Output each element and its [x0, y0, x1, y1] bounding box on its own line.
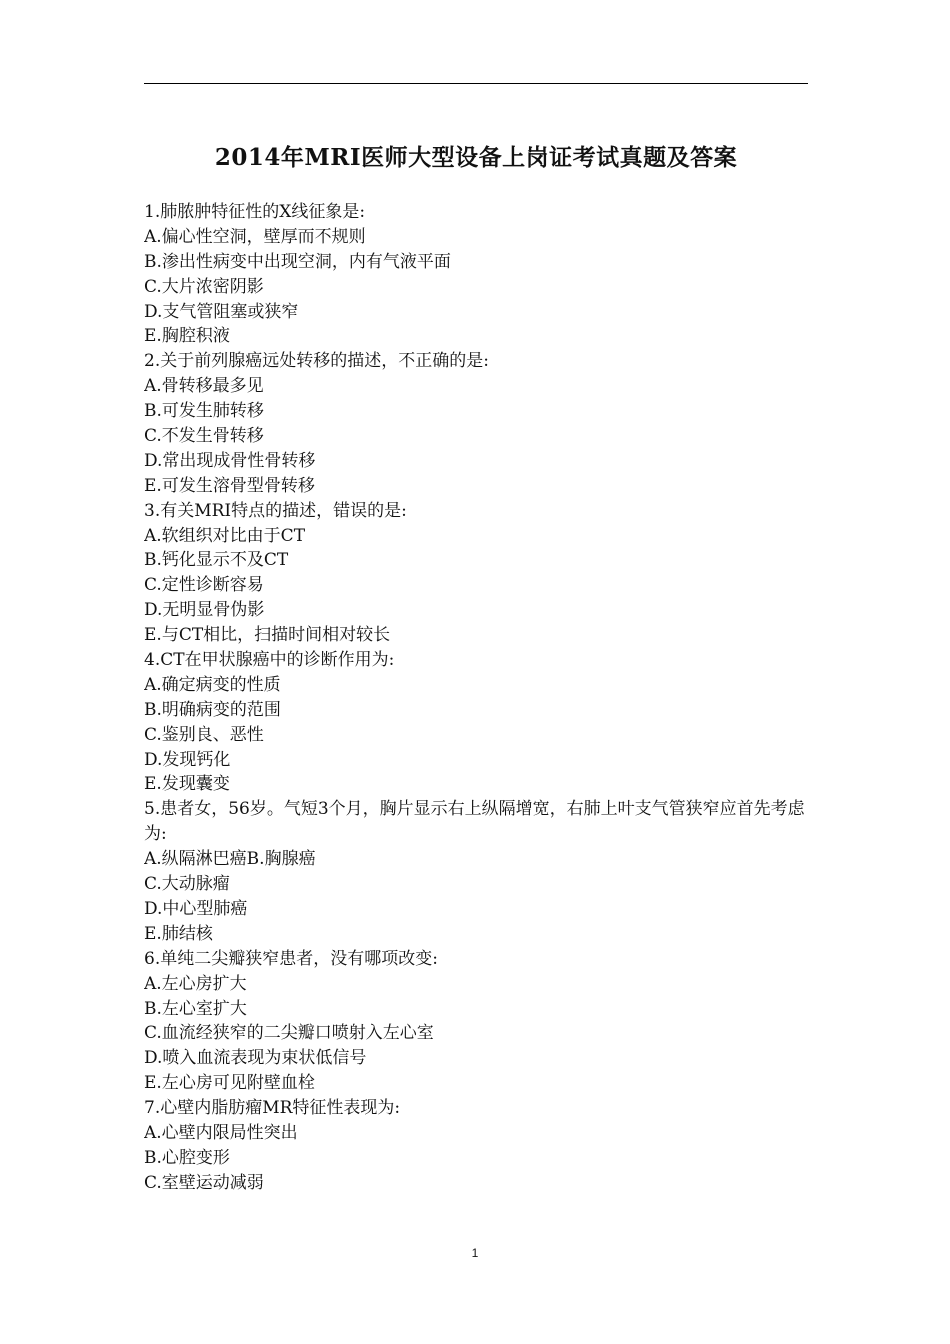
answer-option: D.无明显骨伪影	[144, 600, 265, 621]
answer-option: A.纵隔淋巴癌B.胸腺癌	[144, 849, 316, 870]
answer-option: D.中心型肺癌	[144, 898, 248, 919]
answer-option: B.渗出性病变中出现空洞，内有气液平面	[144, 251, 451, 272]
question-stem: 2.关于前列腺癌远处转移的描述，不正确的是:	[144, 351, 489, 372]
answer-option: A.心壁内限局性突出	[144, 1122, 298, 1143]
answer-option: C.血流经狭窄的二尖瓣口喷射入左心室	[144, 1023, 434, 1044]
answer-option: C.大动脉瘤	[144, 874, 230, 895]
question-stem: 3.有关MRI特点的描述，错误的是:	[144, 500, 407, 521]
page-number: 1	[471, 1246, 479, 1260]
answer-option: D.支气管阻塞或狭窄	[144, 301, 299, 322]
answer-option: B.心腔变形	[144, 1147, 230, 1168]
answer-option: C.鉴别良、恶性	[144, 724, 264, 745]
question-stem: 7.心壁内脂肪瘤MR特征性表现为:	[144, 1098, 401, 1119]
question-stem: 4.CT在甲状腺癌中的诊断作用为:	[144, 650, 395, 671]
answer-option: A.确定病变的性质	[144, 674, 281, 695]
answer-option: C.不发生骨转移	[144, 426, 264, 447]
answer-option: E.可发生溶骨型骨转移	[144, 475, 315, 496]
answer-option: B.左心室扩大	[144, 998, 247, 1019]
answer-option: A.骨转移最多见	[144, 376, 264, 397]
answer-option: B.明确病变的范围	[144, 699, 281, 720]
question-stem: 1.肺脓肿特征性的X线征象是:	[144, 202, 366, 222]
question-stem: 6.单纯二尖瓣狭窄患者，没有哪项改变:	[144, 948, 438, 969]
answer-option: E.肺结核	[144, 923, 213, 944]
answer-option: C.定性诊断容易	[144, 575, 264, 596]
answer-option: A.软组织对比由于CT	[144, 525, 306, 546]
document-title: 2014年MRI医师大型设备上岗证考试真题及答案	[214, 144, 738, 171]
answer-option: E.与CT相比，扫描时间相对较长	[144, 625, 391, 646]
answer-option: B.钙化显示不及CT	[144, 550, 289, 571]
answer-option: E.发现囊变	[144, 774, 230, 795]
answer-option: D.喷入血流表现为束状低信号	[144, 1048, 367, 1069]
answer-option: D.发现钙化	[144, 749, 231, 770]
answer-option: C.室壁运动减弱	[144, 1172, 264, 1193]
answer-option: A.偏心性空洞，壁厚而不规则	[144, 226, 366, 247]
answer-option: A.左心房扩大	[144, 973, 247, 994]
answer-option: C.大片浓密阴影	[144, 276, 264, 297]
header-rule	[144, 83, 808, 84]
answer-option: E.胸腔积液	[144, 326, 230, 347]
answer-option: E.左心房可见附壁血栓	[144, 1073, 315, 1094]
answer-option: B.可发生肺转移	[144, 401, 264, 422]
question-stem: 5.患者女，56岁。气短3个月，胸片显示右上纵隔增宽，右肺上叶支气管狭窄应首先考虑为:	[144, 799, 805, 845]
answer-option: D.常出现成骨性骨转移	[144, 450, 316, 471]
question-list	[144, 200, 808, 1196]
